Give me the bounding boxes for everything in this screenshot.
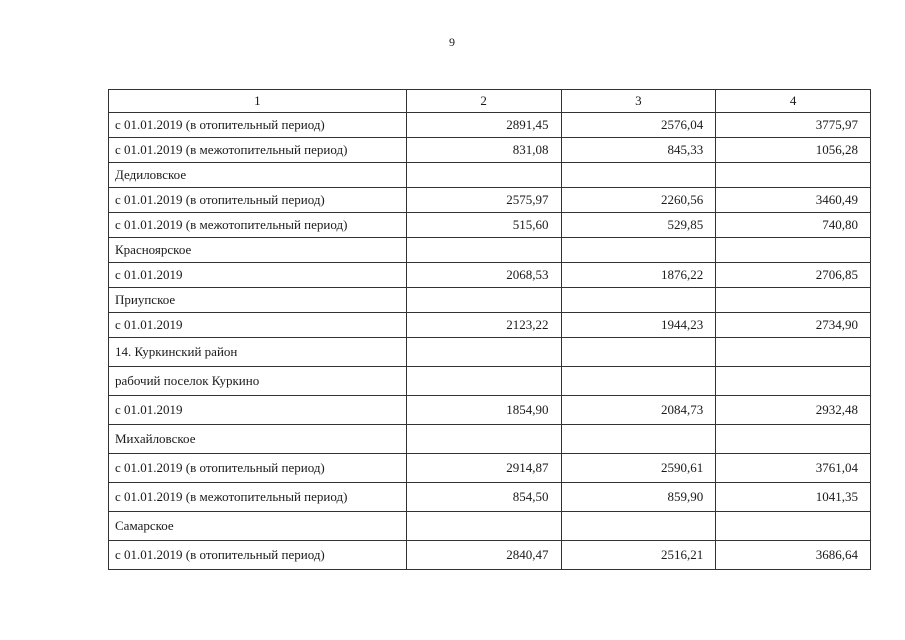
value-cell: 2068,53: [406, 263, 561, 288]
row-label-cell: с 01.01.2019 (в отопительный период): [109, 454, 407, 483]
row-label-cell: Приупское: [109, 288, 407, 313]
value-cell: [406, 238, 561, 263]
value-cell: [561, 288, 716, 313]
value-cell: [561, 238, 716, 263]
table-row: [109, 163, 871, 188]
value-cell: 2914,87: [406, 454, 561, 483]
value-cell: [716, 512, 871, 541]
value-cell: [406, 163, 561, 188]
table-row: [109, 425, 871, 454]
value-cell: 3460,49: [716, 188, 871, 213]
row-label-cell: Красноярское: [109, 238, 407, 263]
table-row: [109, 263, 871, 288]
value-cell: [561, 425, 716, 454]
value-cell: 740,80: [716, 213, 871, 238]
row-label-cell: с 01.01.2019 (в отопительный период): [109, 113, 407, 138]
value-cell: 2840,47: [406, 541, 561, 570]
table-row: [109, 288, 871, 313]
value-cell: [716, 238, 871, 263]
value-cell: 859,90: [561, 483, 716, 512]
row-label-cell: Михайловское: [109, 425, 407, 454]
table-row: [109, 188, 871, 213]
value-cell: 2084,73: [561, 396, 716, 425]
value-cell: 2734,90: [716, 313, 871, 338]
value-cell: 2891,45: [406, 113, 561, 138]
value-cell: [406, 338, 561, 367]
table-row: [109, 454, 871, 483]
table-row: [109, 313, 871, 338]
row-label-cell: с 01.01.2019: [109, 263, 407, 288]
value-cell: 1041,35: [716, 483, 871, 512]
row-label-cell: Самарское: [109, 512, 407, 541]
value-cell: [561, 367, 716, 396]
value-cell: [406, 367, 561, 396]
value-cell: [406, 288, 561, 313]
table-row: [109, 541, 871, 570]
value-cell: [406, 512, 561, 541]
row-label-cell: с 01.01.2019: [109, 313, 407, 338]
table-row: [109, 483, 871, 512]
column-header: 3: [561, 90, 716, 113]
value-cell: [716, 338, 871, 367]
value-cell: 854,50: [406, 483, 561, 512]
table-row: [109, 367, 871, 396]
row-label-cell: с 01.01.2019 (в межотопительный период): [109, 138, 407, 163]
value-cell: 2575,97: [406, 188, 561, 213]
value-cell: 529,85: [561, 213, 716, 238]
page-number: 9: [449, 35, 455, 49]
column-header: 1: [109, 90, 407, 113]
value-cell: 845,33: [561, 138, 716, 163]
value-cell: 2260,56: [561, 188, 716, 213]
value-cell: [561, 163, 716, 188]
value-cell: 3761,04: [716, 454, 871, 483]
table-row: [109, 213, 871, 238]
value-cell: 2123,22: [406, 313, 561, 338]
value-cell: [561, 338, 716, 367]
row-label-cell: с 01.01.2019: [109, 396, 407, 425]
value-cell: [406, 425, 561, 454]
value-cell: 831,08: [406, 138, 561, 163]
value-cell: 2576,04: [561, 113, 716, 138]
value-cell: [716, 425, 871, 454]
row-label-cell: Дедиловское: [109, 163, 407, 188]
tariff-table: [108, 89, 871, 570]
table-row: [109, 113, 871, 138]
value-cell: 2706,85: [716, 263, 871, 288]
row-label-cell: 14. Куркинский район: [109, 338, 407, 367]
value-cell: 2590,61: [561, 454, 716, 483]
row-label-cell: с 01.01.2019 (в отопительный период): [109, 188, 407, 213]
table-row: [109, 138, 871, 163]
value-cell: 1854,90: [406, 396, 561, 425]
value-cell: 1944,23: [561, 313, 716, 338]
column-header: 4: [716, 90, 871, 113]
row-label-cell: с 01.01.2019 (в межотопительный период): [109, 213, 407, 238]
value-cell: 1876,22: [561, 263, 716, 288]
value-cell: 515,60: [406, 213, 561, 238]
value-cell: 2516,21: [561, 541, 716, 570]
row-label-cell: с 01.01.2019 (в межотопительный период): [109, 483, 407, 512]
row-label-cell: с 01.01.2019 (в отопительный период): [109, 541, 407, 570]
value-cell: 2932,48: [716, 396, 871, 425]
value-cell: [716, 367, 871, 396]
value-cell: 3775,97: [716, 113, 871, 138]
table-row: [109, 238, 871, 263]
row-label-cell: рабочий поселок Куркино: [109, 367, 407, 396]
table-row: [109, 338, 871, 367]
value-cell: [716, 288, 871, 313]
value-cell: [561, 512, 716, 541]
table-header-row: [109, 90, 871, 113]
table-row: [109, 512, 871, 541]
table-row: [109, 396, 871, 425]
value-cell: [716, 163, 871, 188]
value-cell: 1056,28: [716, 138, 871, 163]
value-cell: 3686,64: [716, 541, 871, 570]
column-header: 2: [406, 90, 561, 113]
